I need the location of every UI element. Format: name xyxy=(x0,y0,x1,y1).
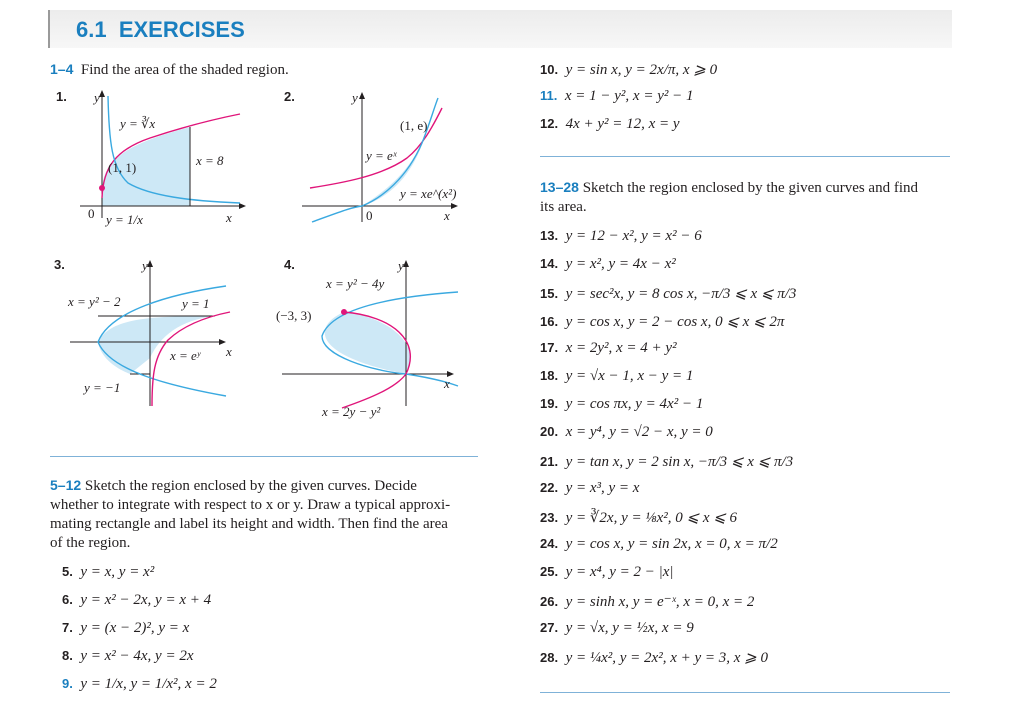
exercise-16 xyxy=(540,312,784,331)
point-label: (1, 1) xyxy=(108,160,137,175)
exercise-18 xyxy=(540,368,693,385)
line-label: x = 8 xyxy=(196,153,224,168)
instruction-5-12 xyxy=(50,476,480,553)
exercise-20 xyxy=(540,424,713,441)
exercise-equation: y = √x, y = ½x, x = 9 xyxy=(565,620,694,636)
instruction-line-3: mating rectangle and label its height and width. Then find the area xyxy=(50,516,448,532)
range-label: 5–12 xyxy=(50,477,82,493)
origin-label: 0 xyxy=(88,206,95,221)
figure-number: 2. xyxy=(284,89,295,104)
shaded-region xyxy=(98,316,215,374)
x-axis-label: x xyxy=(226,210,232,225)
exercise-equation: y = 12 − x², y = x² − 6 xyxy=(565,228,702,244)
figure-1 xyxy=(50,88,260,238)
x-axis-label: x xyxy=(226,344,232,359)
exercise-equation: y = cos x, y = sin 2x, x = 0, x = π/2 xyxy=(565,536,778,552)
exercise-equation: y = 1/x, y = 1/x², x = 2 xyxy=(80,676,217,692)
exercise-number: 10. xyxy=(540,62,559,77)
exercise-15 xyxy=(540,284,796,303)
divider xyxy=(540,156,950,157)
figure-3 xyxy=(50,256,260,416)
range-label: 1–4 xyxy=(50,61,74,77)
exercise-number: 18. xyxy=(540,368,559,383)
exercise-11 xyxy=(540,88,693,105)
exercise-equation: y = sin x, y = 2x/π, x ⩾ 0 xyxy=(565,62,718,78)
exercise-equation: y = sec²x, y = 8 cos x, −π/3 ⩽ x ⩽ π/3 xyxy=(565,286,797,302)
exercise-equation: y = sinh x, y = e⁻ˣ, x = 0, x = 2 xyxy=(565,594,755,610)
section-header xyxy=(48,10,952,48)
y-axis-label: y xyxy=(352,90,358,105)
exercise-number: 24. xyxy=(540,536,559,551)
section-heading: EXERCISES xyxy=(118,17,245,42)
exercise-27 xyxy=(540,620,694,637)
exercise-equation: y = x⁴, y = 2 − |x| xyxy=(565,564,674,580)
exercise-equation: y = x² − 4x, y = 2x xyxy=(80,648,194,664)
exercise-7 xyxy=(62,620,189,637)
range-label: 13–28 xyxy=(540,179,579,195)
instruction-line-2: whether to integrate with respect to x or y. Draw a typical approxi- xyxy=(50,497,451,513)
point-label: (1, e) xyxy=(400,118,428,133)
instruction-line-4: of the region. xyxy=(50,535,131,551)
exercise-number: 7. xyxy=(62,620,73,635)
instruction-line-2: its area. xyxy=(540,199,587,215)
exercise-17 xyxy=(540,340,677,357)
origin-label: 0 xyxy=(366,208,373,223)
exercise-23 xyxy=(540,508,737,527)
exercise-equation: 4x + y² = 12, x = y xyxy=(565,116,680,132)
exercise-number: 23. xyxy=(540,510,559,525)
figure-number: 4. xyxy=(284,257,295,272)
x-axis-label: x xyxy=(444,376,450,391)
point-label: (−3, 3) xyxy=(276,308,312,323)
exercise-6 xyxy=(62,592,211,609)
instruction-1-4 xyxy=(50,60,289,80)
exercise-number: 26. xyxy=(540,594,559,609)
curve1-label: y = eˣ xyxy=(366,148,397,163)
divider xyxy=(50,456,478,457)
exercise-number: 21. xyxy=(540,454,559,469)
exercise-equation: x = 1 − y², x = y² − 1 xyxy=(564,88,694,104)
curve2-label: y = xe^(x²) xyxy=(400,186,457,201)
curve1-label: x = y² − 2 xyxy=(68,294,121,309)
exercise-number: 11. xyxy=(540,88,558,103)
exercise-26 xyxy=(540,592,754,611)
figure-number: 1. xyxy=(56,89,67,104)
divider xyxy=(540,692,950,693)
exercise-number: 15. xyxy=(540,286,559,301)
exercise-equation: y = x, y = x² xyxy=(80,564,155,580)
section-number: 6.1 xyxy=(76,17,107,42)
exercise-number: 16. xyxy=(540,314,559,329)
exercise-22 xyxy=(540,480,639,497)
x-axis-label: x xyxy=(444,208,450,223)
exercise-equation: y = tan x, y = 2 sin x, −π/3 ⩽ x ⩽ π/3 xyxy=(565,454,794,470)
exercise-equation: y = ¼x², y = 2x², x + y = 3, x ⩾ 0 xyxy=(565,650,768,666)
line2-label: y = −1 xyxy=(84,380,121,395)
exercise-number: 27. xyxy=(540,620,559,635)
exercise-equation: y = √x − 1, x − y = 1 xyxy=(565,368,694,384)
exercise-28 xyxy=(540,648,768,667)
exercise-5 xyxy=(62,564,154,581)
y-axis-label: y xyxy=(398,258,404,273)
exercise-13 xyxy=(540,228,702,245)
exercise-14 xyxy=(540,256,676,273)
exercise-12 xyxy=(540,116,680,133)
figure-number: 3. xyxy=(54,257,65,272)
exercise-number: 13. xyxy=(540,228,559,243)
exercise-number: 20. xyxy=(540,424,559,439)
exercise-number: 17. xyxy=(540,340,559,355)
exercise-equation: y = cos x, y = 2 − cos x, 0 ⩽ x ⩽ 2π xyxy=(565,314,785,330)
section-title xyxy=(76,17,245,43)
y-axis-label: y xyxy=(94,90,100,105)
exercise-equation: x = 2y², x = 4 + y² xyxy=(565,340,677,356)
exercise-8 xyxy=(62,648,194,665)
instruction-line-1: Sketch the region enclosed by the given curves and find xyxy=(582,180,919,196)
exercise-equation: y = x² − 2x, y = x + 4 xyxy=(80,592,212,608)
figure-2 xyxy=(282,88,472,238)
curve1-label: x = y² − 4y xyxy=(326,276,385,291)
y-axis-label: y xyxy=(142,258,148,273)
curve2-label: y = 1/x xyxy=(106,212,143,227)
exercise-number: 5. xyxy=(62,564,73,579)
curve2-label: x = 2y − y² xyxy=(322,404,381,419)
exercise-equation: y = (x − 2)², y = x xyxy=(80,620,190,636)
exercise-number: 19. xyxy=(540,396,559,411)
exercise-equation: y = cos πx, y = 4x² − 1 xyxy=(565,396,704,412)
exercise-number: 14. xyxy=(540,256,559,271)
shaded-region xyxy=(325,312,411,374)
intersection-point xyxy=(341,309,347,315)
instruction-13-28 xyxy=(540,178,952,217)
exercise-number: 22. xyxy=(540,480,559,495)
exercise-number: 9. xyxy=(62,676,73,691)
exercise-number: 12. xyxy=(540,116,559,131)
intersection-point xyxy=(99,185,105,191)
exercise-equation: y = ∛2x, y = ⅛x², 0 ⩽ x ⩽ 6 xyxy=(565,510,738,526)
curve1-label: y = ∛x xyxy=(120,116,156,131)
curve2-label: x = eʸ xyxy=(170,348,201,363)
exercise-24 xyxy=(540,536,778,553)
exercise-number: 6. xyxy=(62,592,73,607)
exercise-number: 28. xyxy=(540,650,559,665)
figure-4 xyxy=(276,256,472,426)
line1-label: y = 1 xyxy=(182,296,210,311)
exercise-25 xyxy=(540,564,674,581)
exercise-number: 25. xyxy=(540,564,559,579)
exercise-21 xyxy=(540,452,793,471)
exercise-19 xyxy=(540,396,703,413)
instruction-line-1: Sketch the region enclosed by the given curves. Decide xyxy=(84,478,417,494)
exercise-equation: x = y⁴, y = √2 − x, y = 0 xyxy=(565,424,713,440)
instruction-text: Find the area of the shaded region. xyxy=(80,62,289,78)
exercise-10 xyxy=(540,60,717,79)
exercise-equation: y = x², y = 4x − x² xyxy=(565,256,676,272)
exercise-equation: y = x³, y = x xyxy=(565,480,640,496)
exercise-number: 8. xyxy=(62,648,73,663)
exercise-9 xyxy=(62,676,217,693)
